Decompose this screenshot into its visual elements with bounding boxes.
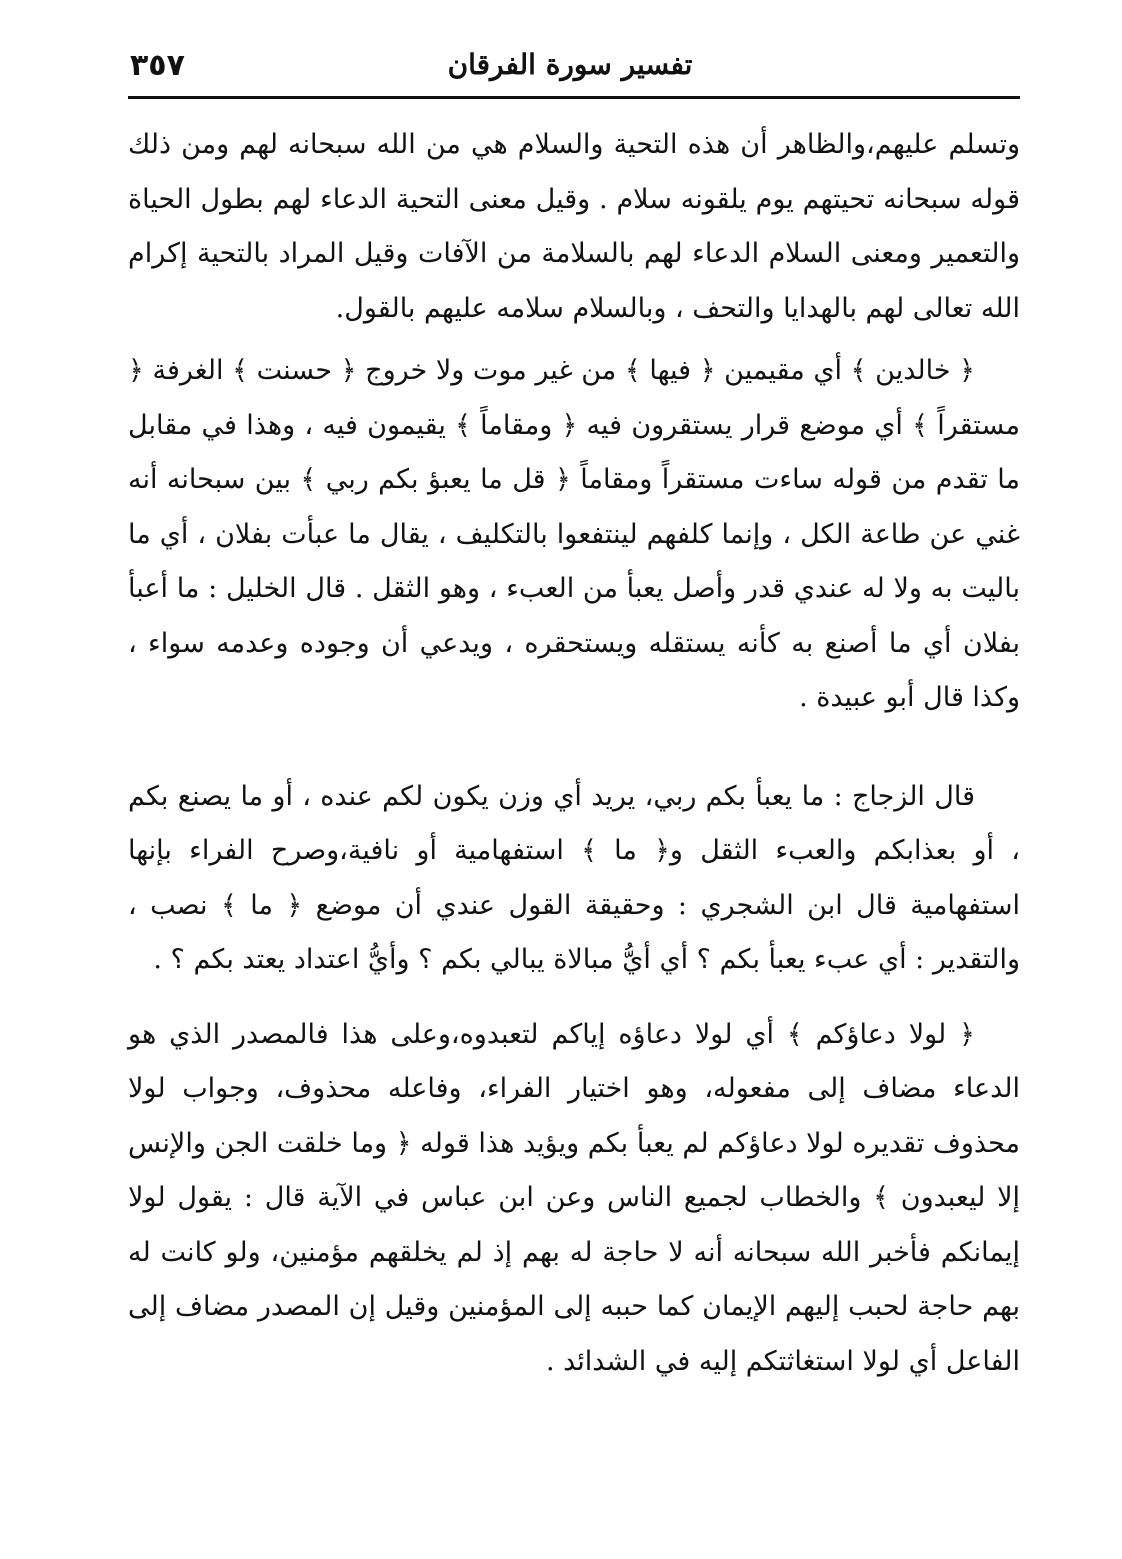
paragraph-2: ﴿ خالدين ﴾ أي مقيمين ﴿ فيها ﴾ من غير موت ولا خروج ﴿ حسنت ﴾ الغرفة ﴿ مستقراً ﴾ أي موضع قرار يستقرون فيه ﴿ ومقاماً ﴾ يقيمون فيه ، وهذا في مقابل ما تقدم من قوله ساءت مستقراً ومقاماً ﴿ قل ما يعبؤ بكم ربي ﴾ بين سبحانه أنه غني عن طاعة الكل ، وإنما كلفهم لينتفعوا بالتكليف ، يقال ما عبأت بفلان ، أي ما باليت به ولا له عندي قدر وأصل يعبأ من العبء ، وهو الثقل . قال الخليل : ما أعبأ بفلان أي ما أصنع به كأنه يستقله ويستحقره ، ويدعي أن وجوده وعدمه سواء ، وكذا قال أبو عبيدة . (128, 355, 1020, 713)
page-header (120, 44, 1020, 94)
header-rule (128, 96, 1020, 99)
page-number: ٣٥٧ (130, 48, 185, 83)
paragraph-4: ﴿ لولا دعاؤكم ﴾ أي لولا دعاؤه إياكم لتعبدوه،وعلى هذا فالمصدر الذي هو الدعاء مضاف إلى مفعوله، وهو اختيار الفراء، وفاعله محذوف، وجواب لولا محذوف تقديره لولا دعاؤكم لم يعبأ بكم ويؤيد هذا قوله ﴿ وما خلقت الجن والإنس إلا ليعبدون ﴾ والخطاب لجميع الناس وعن ابن عباس في الآية قال : يقول لولا إيمانكم فأخبر الله سبحانه أنه لا حاجة له بهم إذ لم يخلقهم مؤمنين، ولو كانت له بهم حاجة لحبب إليهم الإيمان كما حببه إلى المؤمنين وقيل إن المصدر مضاف إلى الفاعل أي لولا استغاثتكم إليه في الشدائد . (128, 1018, 1020, 1377)
page-body (128, 118, 1020, 1389)
paragraph-1: وتسلم عليهم،والظاهر أن هذه التحية والسلام هي من الله سبحانه لهم ومن ذلك قوله سبحانه تحيتهم يوم يلقونه سلام . وقيل معنى التحية الدعاء لهم بطول الحياة والتعمير ومعنى السلام الدعاء لهم بالسلامة من الآفات وقيل المراد بالتحية إكرام الله تعالى لهم بالهدايا والتحف ، وبالسلام سلامه عليهم بالقول. (128, 129, 1020, 324)
running-title: تفسير سورة الفرقان (447, 48, 693, 81)
paragraph-3: قال الزجاج : ما يعبأ بكم ربي، يريد أي وزن يكون لكم عنده ، أو ما يصنع بكم ، أو بعذابكم والعبء الثقل و﴿ ما ﴾ استفهامية أو نافية،وصرح الفراء بإنها استفهامية قال ابن الشجري : وحقيقة القول عندي أن موضع ﴿ ما ﴾ نصب ، والتقدير : أي عبء يعبأ بكم ؟ أي أيُّ مبالاة يبالي بكم ؟ وأيُّ اعتداد يعتد بكم ؟ . (128, 780, 1020, 975)
